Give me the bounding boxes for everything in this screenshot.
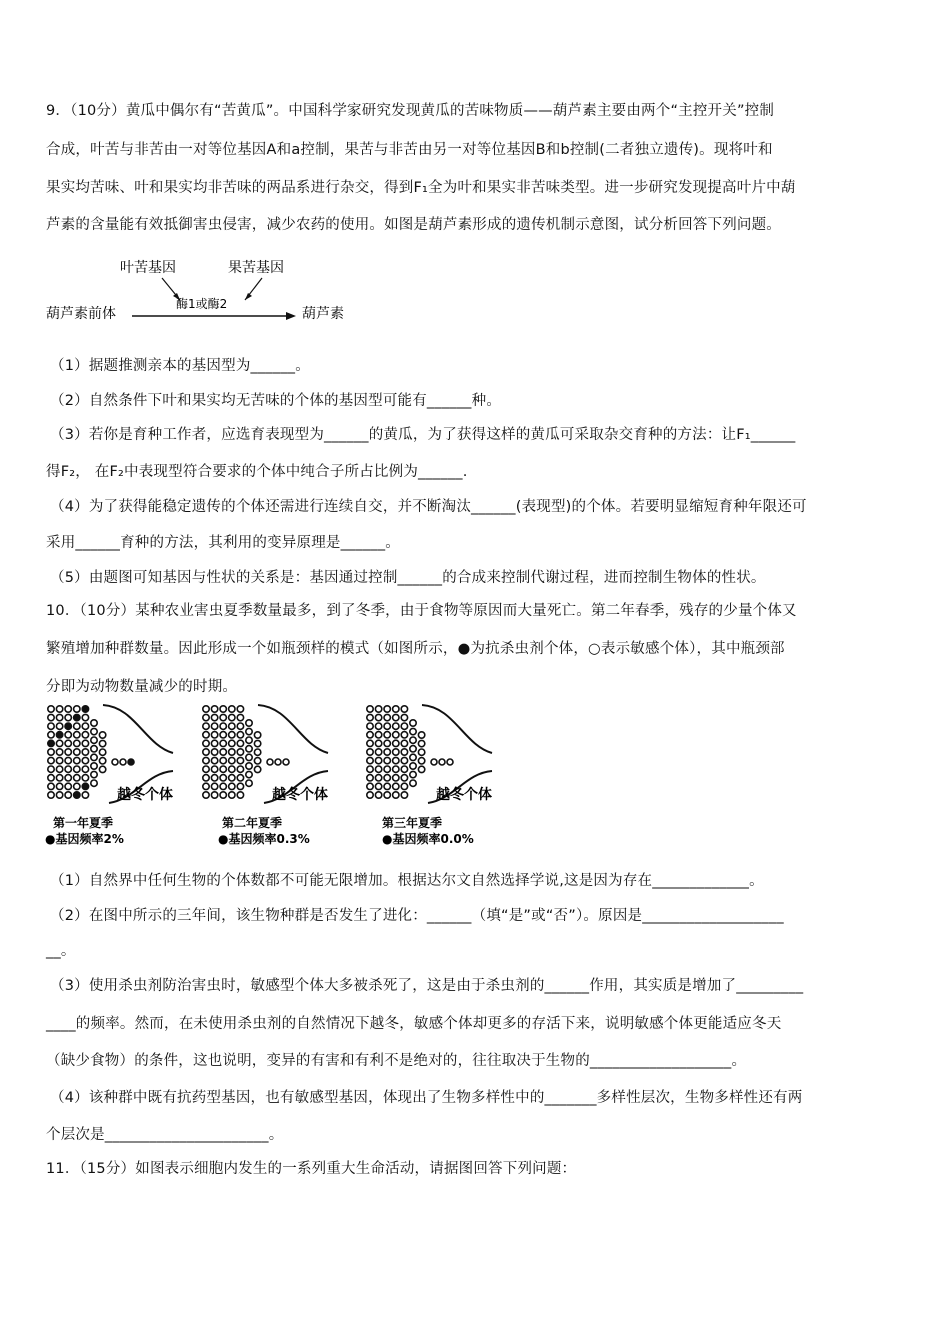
insect-dot	[384, 706, 390, 712]
insect-dot	[56, 706, 62, 712]
insect-dot	[410, 763, 416, 769]
insect-dot	[203, 740, 209, 746]
insect-dot	[211, 783, 217, 789]
q10-sub-3-cont-1: ____的频率。然而，在未使用杀虫剂的自然情况下越冬，敏感个体却更多的存活下来，说明敏感个体更能适应冬天	[46, 1016, 782, 1032]
bottleneck-panel-year-3	[367, 705, 492, 846]
insect-dot	[229, 749, 235, 755]
q9-stem-line-3: 果实均苦味、叶和果实均非苦味的两品系进行杂交，得到F₁全为叶和果实非苦味类型。进一步研究发现提高叶片中葫	[46, 180, 796, 196]
insect-dot	[367, 714, 373, 720]
insect-dot	[65, 740, 71, 746]
insect-dot	[229, 757, 235, 763]
insect-dot	[74, 775, 80, 781]
insect-dot	[99, 758, 105, 764]
insect-dot	[384, 757, 390, 763]
overwinter-label-3: 越冬个体	[436, 787, 492, 803]
insect-dot	[203, 714, 209, 720]
insect-dot	[229, 766, 235, 772]
fruit-bitter-gene-label: 果苦基因	[228, 260, 284, 276]
insect-dot	[401, 766, 407, 772]
insect-dot	[211, 714, 217, 720]
q10-sub-2-cont: __。	[46, 943, 76, 959]
insect-dot	[254, 758, 260, 764]
insect-dot	[229, 723, 235, 729]
insect-dot	[65, 706, 71, 712]
q10-sub-2: （2）在图中所示的三年间，该生物种群是否发生了进化：______（填“是”或“否”）。原因是___________________	[50, 908, 784, 924]
insect-dot	[275, 759, 281, 765]
freq-label-2: ●基因频率0.3%	[218, 832, 310, 846]
insect-dot	[237, 740, 243, 746]
insect-dot	[393, 783, 399, 789]
insect-dot	[48, 706, 54, 712]
insect-dot	[56, 775, 62, 781]
bottleneck-figure	[40, 700, 520, 850]
insect-dot	[367, 749, 373, 755]
insect-dot	[410, 720, 416, 726]
insect-dot	[447, 759, 453, 765]
insect-dot	[367, 766, 373, 772]
insect-dot	[220, 775, 226, 781]
q9-sub-3-cont: 得F₂， 在F₂中表现型符合要求的个体中纯合子所占比例为______.	[46, 464, 468, 480]
insect-dot	[82, 706, 88, 712]
insect-dot	[82, 740, 88, 746]
insect-dot	[56, 757, 62, 763]
insect-dot	[211, 706, 217, 712]
insect-dot	[220, 714, 226, 720]
insect-dot	[229, 706, 235, 712]
q11-stem-line-1: 11．（15分）如图表示细胞内发生的一系列重大生命活动，请据图回答下列问题：	[46, 1161, 577, 1177]
insect-dot	[220, 749, 226, 755]
insect-dot	[401, 775, 407, 781]
insect-dot	[237, 757, 243, 763]
insect-dot	[82, 792, 88, 798]
insect-dot	[82, 714, 88, 720]
q10-stem-line-3: 分即为动物数量减少的时期。	[46, 679, 238, 695]
insect-dot	[112, 759, 118, 765]
insect-dot	[367, 706, 373, 712]
q10-stem-line-1: 10．（10分）某种农业害虫夏季数量最多，到了冬季，由于食物等原因而大量死亡。第二年春季，残存的少量个体又	[46, 603, 797, 619]
insect-dot	[91, 737, 97, 743]
insect-dot	[410, 771, 416, 777]
insect-dot	[229, 732, 235, 738]
q10-sub-3: （3）使用杀虫剂防治害虫时，敏感型个体大多被杀死了，这是由于杀虫剂的______作用，其实质是增加了_________	[50, 978, 804, 994]
insect-dot	[418, 732, 424, 738]
insect-dot	[367, 723, 373, 729]
insect-dot	[393, 706, 399, 712]
season-label-3: 第三年夏季	[382, 816, 443, 830]
insect-dot	[401, 732, 407, 738]
insect-dot	[91, 728, 97, 734]
insect-dot	[246, 771, 252, 777]
q9-sub-2: （2）自然条件下叶和果实均无苦味的个体的基因型可能有______种。	[50, 393, 502, 409]
season-label-2: 第二年夏季	[222, 816, 283, 830]
insect-dot	[418, 740, 424, 746]
overwinter-label-1: 越冬个体	[117, 787, 173, 803]
insect-dot	[82, 757, 88, 763]
insect-dot	[375, 732, 381, 738]
insect-dot	[220, 732, 226, 738]
insect-dot	[393, 749, 399, 755]
insect-dot	[65, 749, 71, 755]
insect-dot	[82, 783, 88, 789]
insect-dot	[56, 766, 62, 772]
insect-dot	[74, 732, 80, 738]
insect-dot	[48, 740, 54, 746]
insect-dot	[367, 757, 373, 763]
insect-dot	[48, 783, 54, 789]
insect-dot	[56, 732, 62, 738]
insect-dot	[91, 763, 97, 769]
insect-dot	[74, 740, 80, 746]
insect-dot	[48, 775, 54, 781]
insect-dot	[211, 740, 217, 746]
insect-dot	[65, 757, 71, 763]
insect-dot	[254, 732, 260, 738]
insect-dot	[65, 792, 71, 798]
insect-dot	[384, 775, 390, 781]
insect-dot	[267, 759, 273, 765]
insect-dot	[56, 792, 62, 798]
insect-dot	[393, 757, 399, 763]
insect-dot	[418, 758, 424, 764]
insect-dot	[65, 766, 71, 772]
q9-stem-line-1: 9．（10分）黄瓜中偶尔有“苦黄瓜”。中国科学家研究发现黄瓜的苦味物质——葫芦素主要由两个“主控开关”控制	[46, 103, 775, 119]
insect-dot	[74, 749, 80, 755]
q10-sub-1: （1）自然界中任何生物的个体数都不可能无限增加。根据达尔文自然选择学说,这是因为存在_____________。	[50, 873, 764, 889]
insect-dot	[367, 792, 373, 798]
insect-dot	[203, 775, 209, 781]
insect-dot	[393, 792, 399, 798]
bottleneck-panel-year-2	[203, 705, 328, 846]
insect-dot	[48, 749, 54, 755]
insect-dot	[74, 783, 80, 789]
q10-sub-4: （4）该种群中既有抗药型基因，也有敏感型基因，体现出了生物多样性中的_______多样性层次，生物多样性还有两	[50, 1090, 803, 1106]
q9-sub-4: （4）为了获得能稳定遗传的个体还需进行连续自交，并不断淘汰______(表现型)的个体。若要明显缩短育种年限还可	[50, 499, 807, 515]
insect-dot	[375, 749, 381, 755]
insect-dot	[367, 740, 373, 746]
insect-dot	[367, 775, 373, 781]
insect-dot	[211, 749, 217, 755]
insect-dot	[56, 783, 62, 789]
insect-dot	[254, 740, 260, 746]
insect-dot	[237, 775, 243, 781]
insect-dot	[48, 714, 54, 720]
insect-dot	[203, 757, 209, 763]
insect-dot	[74, 792, 80, 798]
insect-dot	[82, 766, 88, 772]
insect-dot	[48, 723, 54, 729]
insect-dot	[220, 740, 226, 746]
insect-dot	[237, 706, 243, 712]
insect-dot	[401, 723, 407, 729]
insect-dot	[246, 754, 252, 760]
insect-dot	[393, 766, 399, 772]
insect-dot	[65, 732, 71, 738]
insect-dot	[439, 759, 445, 765]
insect-dot	[375, 714, 381, 720]
insect-dot	[237, 766, 243, 772]
leaf-bitter-gene-label: 叶苦基因	[120, 260, 176, 276]
insect-dot	[91, 780, 97, 786]
insect-dot	[246, 746, 252, 752]
precursor-label: 葫芦素前体	[46, 306, 116, 322]
insect-dot	[203, 749, 209, 755]
insect-dot	[237, 783, 243, 789]
insect-dot	[229, 714, 235, 720]
insect-dot	[65, 783, 71, 789]
q10-sub-3-cont-2: （缺少食物）的条件，这也说明，变异的有害和有利不是绝对的，往往取决于生物的___________________。	[46, 1053, 747, 1069]
insect-dot	[384, 714, 390, 720]
insect-dot	[393, 714, 399, 720]
insect-dot	[237, 792, 243, 798]
insect-dot	[48, 757, 54, 763]
insect-dot	[418, 749, 424, 755]
insect-dot	[283, 759, 289, 765]
insect-dot	[65, 714, 71, 720]
reaction-arrow-head	[286, 312, 296, 320]
insect-dot	[220, 783, 226, 789]
season-label-1: 第一年夏季	[53, 816, 114, 830]
insect-dot	[48, 766, 54, 772]
insect-dot	[220, 757, 226, 763]
insect-dot	[384, 732, 390, 738]
insect-dot	[375, 740, 381, 746]
insect-dot	[65, 775, 71, 781]
insect-dot	[246, 720, 252, 726]
q9-stem-line-2: 合成，叶苦与非苦由一对等位基因A和a控制，果苦与非苦由另一对等位基因B和b控制(二者独立遗传)。现将叶和	[46, 142, 773, 158]
insect-dot	[203, 783, 209, 789]
insect-dot	[56, 749, 62, 755]
arrow-head-fruit	[245, 293, 252, 300]
insect-dot	[401, 714, 407, 720]
insect-dot	[229, 740, 235, 746]
q9-sub-1: （1）据题推测亲本的基因型为______。	[50, 358, 310, 374]
insect-dot	[211, 732, 217, 738]
insect-dot	[229, 783, 235, 789]
insect-dot	[128, 759, 134, 765]
insect-dot	[375, 766, 381, 772]
insect-dot	[74, 714, 80, 720]
insect-dot	[82, 732, 88, 738]
insect-dot	[401, 706, 407, 712]
insect-dot	[393, 775, 399, 781]
bottleneck-panel-year-1	[45, 705, 173, 846]
insect-dot	[220, 706, 226, 712]
product-label: 葫芦素	[302, 306, 344, 322]
insect-dot	[120, 759, 126, 765]
overwinter-label-2: 越冬个体	[272, 787, 328, 803]
q10-stem-line-2: 繁殖增加种群数量。因此形成一个如瓶颈样的模式（如图所示，●为抗杀虫剂个体，○表示敏感个体），其中瓶颈部	[46, 641, 785, 657]
insect-dot	[203, 706, 209, 712]
insect-dot	[203, 766, 209, 772]
insect-dot	[82, 749, 88, 755]
insect-dot	[410, 728, 416, 734]
insect-dot	[65, 723, 71, 729]
insect-dot	[229, 775, 235, 781]
insect-dot	[246, 737, 252, 743]
insect-dot	[99, 749, 105, 755]
insect-dot	[401, 757, 407, 763]
insect-dot	[56, 740, 62, 746]
insect-dot	[384, 723, 390, 729]
insect-dot	[82, 723, 88, 729]
q9-stem-line-4: 芦素的含量能有效抵御害虫侵害，减少农药的使用。如图是葫芦素形成的遗传机制示意图，试分析回答下列问题。	[46, 217, 781, 233]
insect-dot	[410, 737, 416, 743]
insect-dot	[384, 783, 390, 789]
insect-dot	[401, 792, 407, 798]
insect-dot	[246, 728, 252, 734]
insect-dot	[82, 775, 88, 781]
insect-dot	[375, 706, 381, 712]
insect-dot	[431, 759, 437, 765]
insect-dot	[410, 746, 416, 752]
insect-dot	[393, 723, 399, 729]
insect-dot	[401, 783, 407, 789]
insect-dot	[56, 714, 62, 720]
insect-dot	[375, 775, 381, 781]
insect-dot	[393, 740, 399, 746]
insect-dot	[418, 766, 424, 772]
insect-dot	[384, 792, 390, 798]
insect-dot	[91, 754, 97, 760]
insect-dot	[367, 732, 373, 738]
insect-dot	[375, 723, 381, 729]
insect-dot	[203, 792, 209, 798]
insect-dot	[203, 723, 209, 729]
insect-dot	[410, 780, 416, 786]
insect-dot	[74, 766, 80, 772]
insect-dot	[393, 732, 399, 738]
insect-dot	[237, 732, 243, 738]
insect-dot	[74, 723, 80, 729]
q9-sub-3: （3）若你是育种工作者，应选育表现型为______的黄瓜，为了获得这样的黄瓜可采取杂交育种的方法：让F₁______	[50, 427, 796, 443]
insect-dot	[211, 757, 217, 763]
insect-dot	[74, 757, 80, 763]
freq-label-1: ●基因频率2%	[45, 832, 124, 846]
insect-dot	[410, 754, 416, 760]
q9-sub-5: （5）由题图可知基因与性状的关系是：基因通过控制______的合成来控制代谢过程，进而控制生物体的性状。	[50, 570, 766, 586]
insect-dot	[91, 771, 97, 777]
insect-dot	[384, 740, 390, 746]
insect-dot	[401, 740, 407, 746]
insect-dot	[375, 792, 381, 798]
insect-dot	[99, 732, 105, 738]
insect-dot	[99, 766, 105, 772]
insect-dot	[220, 792, 226, 798]
insect-dot	[246, 780, 252, 786]
insect-dot	[237, 749, 243, 755]
insect-dot	[220, 766, 226, 772]
insect-dot	[254, 766, 260, 772]
freq-label-3: ●基因频率0.0%	[382, 832, 474, 846]
insect-dot	[56, 723, 62, 729]
enzyme-label: 酶1或酶2	[176, 297, 228, 311]
insect-dot	[375, 783, 381, 789]
insect-dot	[48, 732, 54, 738]
insect-dot	[375, 757, 381, 763]
insect-dot	[91, 746, 97, 752]
insect-dot	[246, 763, 252, 769]
insect-dot	[220, 723, 226, 729]
insect-dot	[211, 723, 217, 729]
insect-dot	[211, 792, 217, 798]
insect-dot	[211, 775, 217, 781]
insect-dot	[237, 714, 243, 720]
insect-dot	[237, 723, 243, 729]
q9-sub-4-cont: 采用______育种的方法，其利用的变异原理是______。	[46, 535, 400, 551]
insect-dot	[48, 792, 54, 798]
insect-dot	[254, 749, 260, 755]
insect-dot	[99, 740, 105, 746]
insect-dot	[74, 706, 80, 712]
insect-dot	[203, 732, 209, 738]
insect-dot	[211, 766, 217, 772]
insect-dot	[384, 766, 390, 772]
insect-dot	[229, 792, 235, 798]
q9-genetic-mechanism-diagram	[40, 252, 370, 332]
q10-sub-4-cont: 个层次是______________________。	[46, 1127, 284, 1143]
insect-dot	[384, 749, 390, 755]
insect-dot	[401, 749, 407, 755]
insect-dot	[367, 783, 373, 789]
insect-dot	[91, 720, 97, 726]
